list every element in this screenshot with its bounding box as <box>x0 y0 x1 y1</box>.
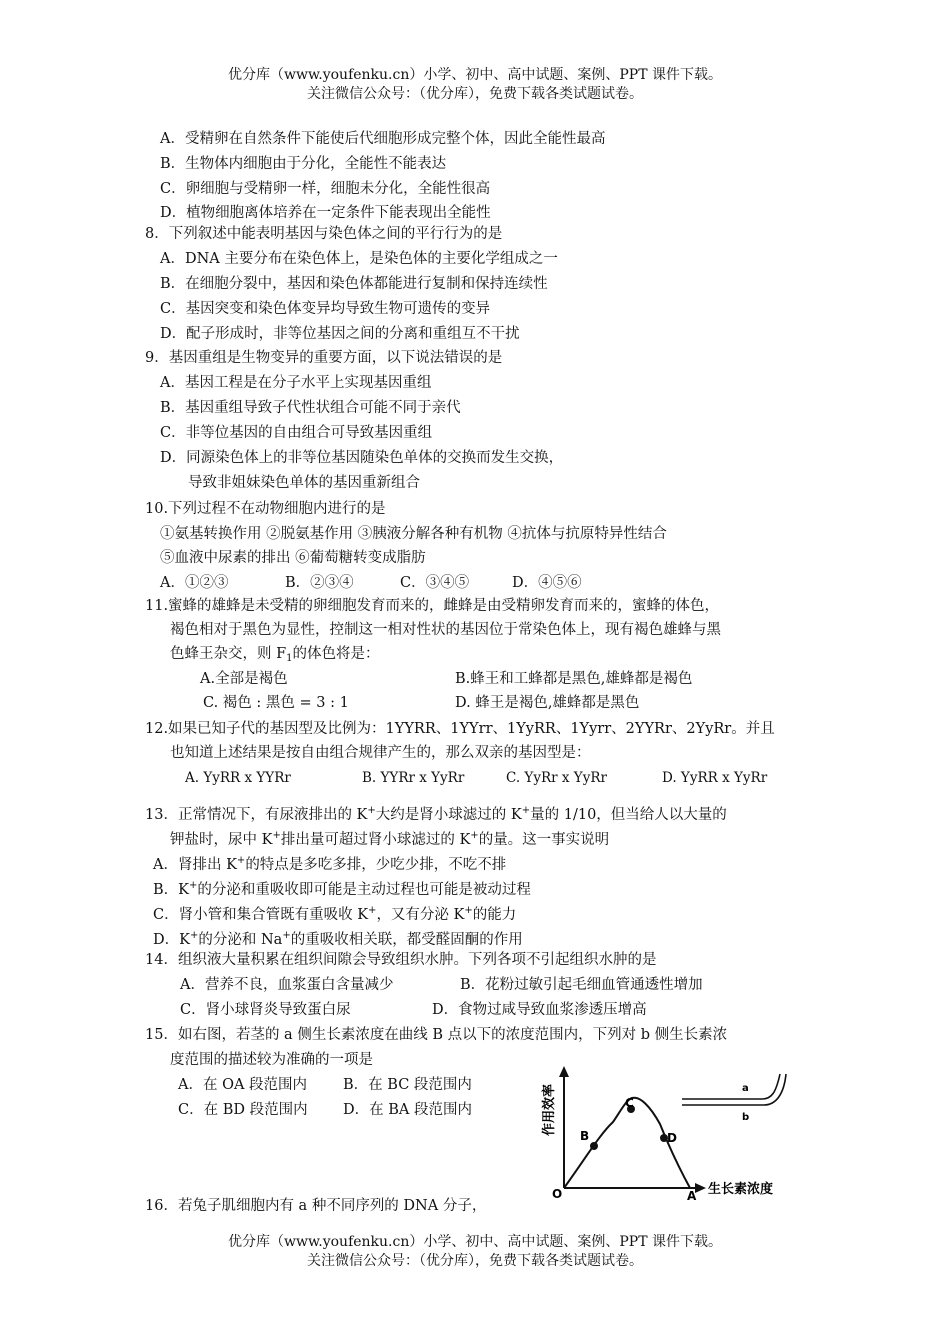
q9-option-d-cont: 导致非姐妹染色单体的基因重新组合 <box>188 475 420 491</box>
q11-option-c: C. 褐色 : 黑色 = 3 : 1 <box>203 695 349 711</box>
q15-line-1: 15．如右图，若茎的 a 侧生长素浓度在曲线 B 点以下的浓度范围内，下列对 b 侧生长素浓 <box>145 1027 728 1043</box>
stem-side-b-label: b <box>742 1112 750 1123</box>
q10-option-a: A．①②③ <box>160 575 229 591</box>
q7-option-c: C．卵细胞与受精卵一样，细胞未分化，全能性很高 <box>160 181 491 197</box>
q11-line-2: 褐色相对于黑色为显性，控制这一相对性状的基因位于常染色体上，现有褐色雄蜂与黑 <box>170 622 721 638</box>
q12-option-b: B. YYRr x YyRr <box>362 770 465 786</box>
point-b-label: B <box>580 1129 590 1143</box>
q7-option-d: D．植物细胞离体培养在一定条件下能表现出全能性 <box>160 205 491 221</box>
q8-option-c: C．基因突变和染色体变异均导致生物可遗传的变异 <box>160 301 491 317</box>
q14-option-c: C．肾小球肾炎导致蛋白尿 <box>180 1002 351 1018</box>
point-c-label: C <box>625 1096 634 1110</box>
footer-line-1: 优分库（www.youfenku.cn）小学、初中、高中试题、案例、PPT 课件下载。 <box>227 1234 722 1250</box>
q11-option-d: D. 蜂王是褐色,雄蜂都是黑色 <box>455 695 640 711</box>
q8-stem: 8．下列叙述中能表明基因与染色体之间的平行行为的是 <box>145 226 503 242</box>
q10-items-1: ①氨基转换作用 ②脱氨基作用 ③胰液分解各种有机物 ④抗体与抗原特异性结合 <box>160 526 667 542</box>
q13-option-a: A．肾排出 K+的特点是多吃多排，少吃少排，不吃不排 <box>153 855 507 873</box>
q11-option-b: B.蜂王和工蜂都是黑色,雄蜂都是褐色 <box>455 671 693 687</box>
q15-option-d: D．在 BA 段范围内 <box>343 1102 472 1118</box>
q15-option-c: C．在 BD 段范围内 <box>178 1102 308 1118</box>
stem-side-a-label: a <box>742 1083 749 1094</box>
q11-line-1: 11.蜜蜂的雄蜂是未受精的卵细胞发育而来的，雌蜂是由受精卵发育而来的，蜜蜂的体色， <box>145 598 720 614</box>
q14-option-b: B．花粉过敏引起毛细血管通透性增加 <box>460 977 703 993</box>
q12-line-2: 也知道上述结果是按自由组合规律产生的，那么双亲的基因型是： <box>170 745 591 761</box>
x-axis <box>564 1183 706 1193</box>
q14-stem: 14．组织液大量积累在组织间隙会导致组织水肿。下列各项不引起组织水肿的是 <box>145 952 657 968</box>
q10-option-d: D．④⑤⑥ <box>512 575 582 591</box>
q8-option-a: A．DNA 主要分布在染色体上，是染色体的主要化学组成之一 <box>160 251 558 267</box>
auxin-curve-figure <box>540 1064 810 1204</box>
x-axis-label: 生长素浓度 <box>708 1182 774 1197</box>
q15-option-b: B．在 BC 段范围内 <box>343 1077 472 1093</box>
header-line-1: 优分库（www.youfenku.cn）小学、初中、高中试题、案例、PPT 课件下载。 <box>227 67 722 83</box>
q13-line-2: 钾盐时，尿中 K+排出量可超过肾小球滤过的 K+的量。这一事实说明 <box>170 830 610 848</box>
q13-option-b: B．K+的分泌和重吸收即可能是主动过程也可能是被动过程 <box>153 880 531 898</box>
q11-option-a: A.全部是褐色 <box>200 671 288 687</box>
q12-option-a: A. YyRR x YYRr <box>185 770 291 786</box>
point-a-label: A <box>687 1189 697 1203</box>
q9-stem: 9．基因重组是生物变异的重要方面，以下说法错误的是 <box>145 350 503 366</box>
q11-line-3: 色蜂王杂交，则 $F_1$的体色将是： <box>170 646 380 664</box>
q13-option-d: D．K+的分泌和 Na+的重吸收相关联，都受醛固酮的作用 <box>153 930 523 948</box>
q12-option-c: C. YyRr x YyRr <box>506 770 607 786</box>
q14-option-d: D．食物过咸导致血浆渗透压增高 <box>432 1002 647 1018</box>
q10-option-c: C．③④⑤ <box>400 575 470 591</box>
footer-line-2: 关注微信公众号：（优分库），免费下载各类试题试卷。 <box>307 1253 643 1269</box>
q10-option-b: B．②③④ <box>285 575 354 591</box>
q10-stem: 10.下列过程不在动物细胞内进行的是 <box>145 501 386 517</box>
q9-option-a: A．基因工程是在分子水平上实现基因重组 <box>160 375 432 391</box>
q15-option-a: A．在 OA 段范围内 <box>178 1077 308 1093</box>
q14-option-a: A．营养不良，血浆蛋白含量减少 <box>180 977 394 993</box>
q7-option-b: B．生物体内细胞由于分化，全能性不能表达 <box>160 156 447 172</box>
bent-stem-drawing <box>682 1074 786 1105</box>
y-axis-label: 作用效率 <box>542 1083 557 1137</box>
q13-option-c: C．肾小管和集合管既有重吸收 K+，又有分泌 K+的能力 <box>153 905 517 923</box>
y-axis <box>559 1066 569 1188</box>
q9-option-b: B．基因重组导致子代性状组合可能不同于亲代 <box>160 400 461 416</box>
q12-option-d: D. YyRR x YyRr <box>662 770 768 786</box>
q9-option-d: D．同源染色体上的非等位基因随染色单体的交换而发生交换， <box>160 450 564 466</box>
q12-line-1: 12.如果已知子代的基因型及比例为：1YYRR、1YYrr、1YyRR、1Yyrr、2YYRr、2YyRr。并且 <box>145 721 775 737</box>
q7-option-a: A．受精卵在自然条件下能使后代细胞形成完整个体，因此全能性最高 <box>160 131 606 147</box>
q8-option-b: B．在细胞分裂中，基因和染色体都能进行复制和保持连续性 <box>160 276 548 292</box>
q13-line-1: 13．正常情况下，有尿液排出的 K+大约是肾小球滤过的 K+量的 1/10，但当给人以大量的 <box>145 805 727 823</box>
q15-line-2: 度范围的描述较为准确的一项是 <box>170 1052 373 1068</box>
q16-stem: 16．若兔子肌细胞内有 a 种不同序列的 DNA 分子， <box>145 1198 487 1214</box>
point-d-label: D <box>667 1131 677 1145</box>
q9-option-c: C．非等位基因的自由组合可导致基因重组 <box>160 425 433 441</box>
point-b-dot <box>590 1142 598 1150</box>
q8-option-d: D．配子形成时，非等位基因之间的分离和重组互不干扰 <box>160 326 520 342</box>
origin-label: O <box>552 1187 563 1201</box>
header-line-2: 关注微信公众号：（优分库），免费下载各类试题试卷。 <box>307 86 643 102</box>
q10-items-2: ⑤血液中尿素的排出 ⑥葡萄糖转变成脂肪 <box>160 550 426 566</box>
